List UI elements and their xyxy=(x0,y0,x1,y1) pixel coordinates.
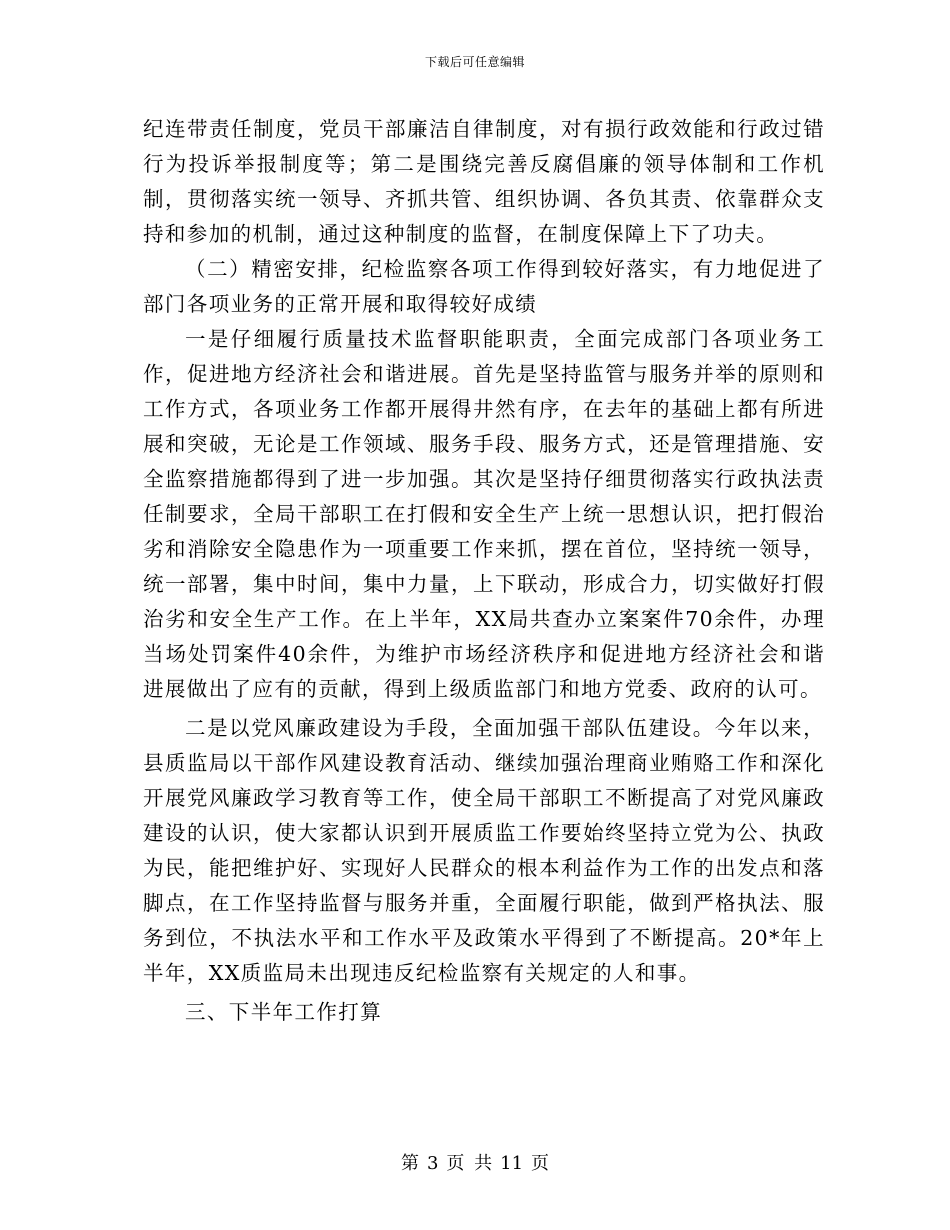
document-body xyxy=(143,112,825,1030)
section-heading-3: 三、下半年工作打算 xyxy=(185,1000,383,1024)
footer-middle: 页 共 xyxy=(446,1153,493,1174)
footer-prefix: 第 xyxy=(400,1153,419,1174)
page-footer xyxy=(0,1152,950,1176)
paragraph-continued: 纪连带责任制度，党员干部廉洁自律制度，对有损行政效能和行政过错行为投诉举报制度等；第二是围绕完善反腐倡廉的领导体制和工作机制，贯彻落实统一领导、齐抓共管、组织协调、各负其责、依靠群众支持和参加的机制，通过这种制度的监督，在制度保障上下了功夫。 xyxy=(143,117,825,246)
footer-page-number: 3 xyxy=(426,1153,439,1174)
page-header-note: 下载后可任意编辑 xyxy=(424,55,525,69)
section-heading-2: （二）精密安排，纪检监察各项工作得到较好落实，有力地促进了部门各项业务的正常开展和取得较好成绩 xyxy=(143,257,825,316)
paragraph-item-1: 一是仔细履行质量技术监督职能职责，全面完成部门各项业务工作，促进地方经济社会和谐进展。首先是坚持监管与服务并举的原则和工作方式，各项业务工作都开展得井然有序，在去年的基础上都有所进展和突破，无论是工作领域、服务手段、服务方式，还是管理措施、安全监察措施都得到了进一步加强。其次是坚持仔细贯彻落实行政执法责任制要求，全局干部职工在打假和安全生产上统一思想认识，把打假治劣和消除安全隐患作为一项重要工作来抓，摆在首位，坚持统一领导，统一部署，集中时间，集中力量，上下联动，形成合力，切实做好打假治劣和安全生产工作。在上半年，XX局共查办立案案件70余件，办理当场处罚案件40余件，为维护市场经济秩序和促进地方经济社会和谐进展做出了应有的贡献，得到上级质监部门和地方党委、政府的认可。 xyxy=(143,327,825,701)
footer-suffix: 页 xyxy=(531,1153,550,1174)
paragraph-item-2: 二是以党风廉政建设为手段，全面加强干部队伍建设。今年以来，县质监局以干部作风建设教育活动、继续加强治理商业贿赂工作和深化开展党风廉政学习教育等工作，使全局干部职工不断提高了对党风廉政建设的认识，使大家都认识到开展质监工作要始终坚持立党为公、执政为民，能把维护好、实现好人民群众的根本利益作为工作的出发点和落脚点，在工作坚持监督与服务并重，全面履行职能，做到严格执法、服务到位，不执法水平和工作水平及政策水平得到了不断提高。20*年上半年，XX质监局未出现违反纪检监察有关规定的人和事。 xyxy=(143,716,825,985)
footer-total-pages: 11 xyxy=(500,1153,524,1174)
